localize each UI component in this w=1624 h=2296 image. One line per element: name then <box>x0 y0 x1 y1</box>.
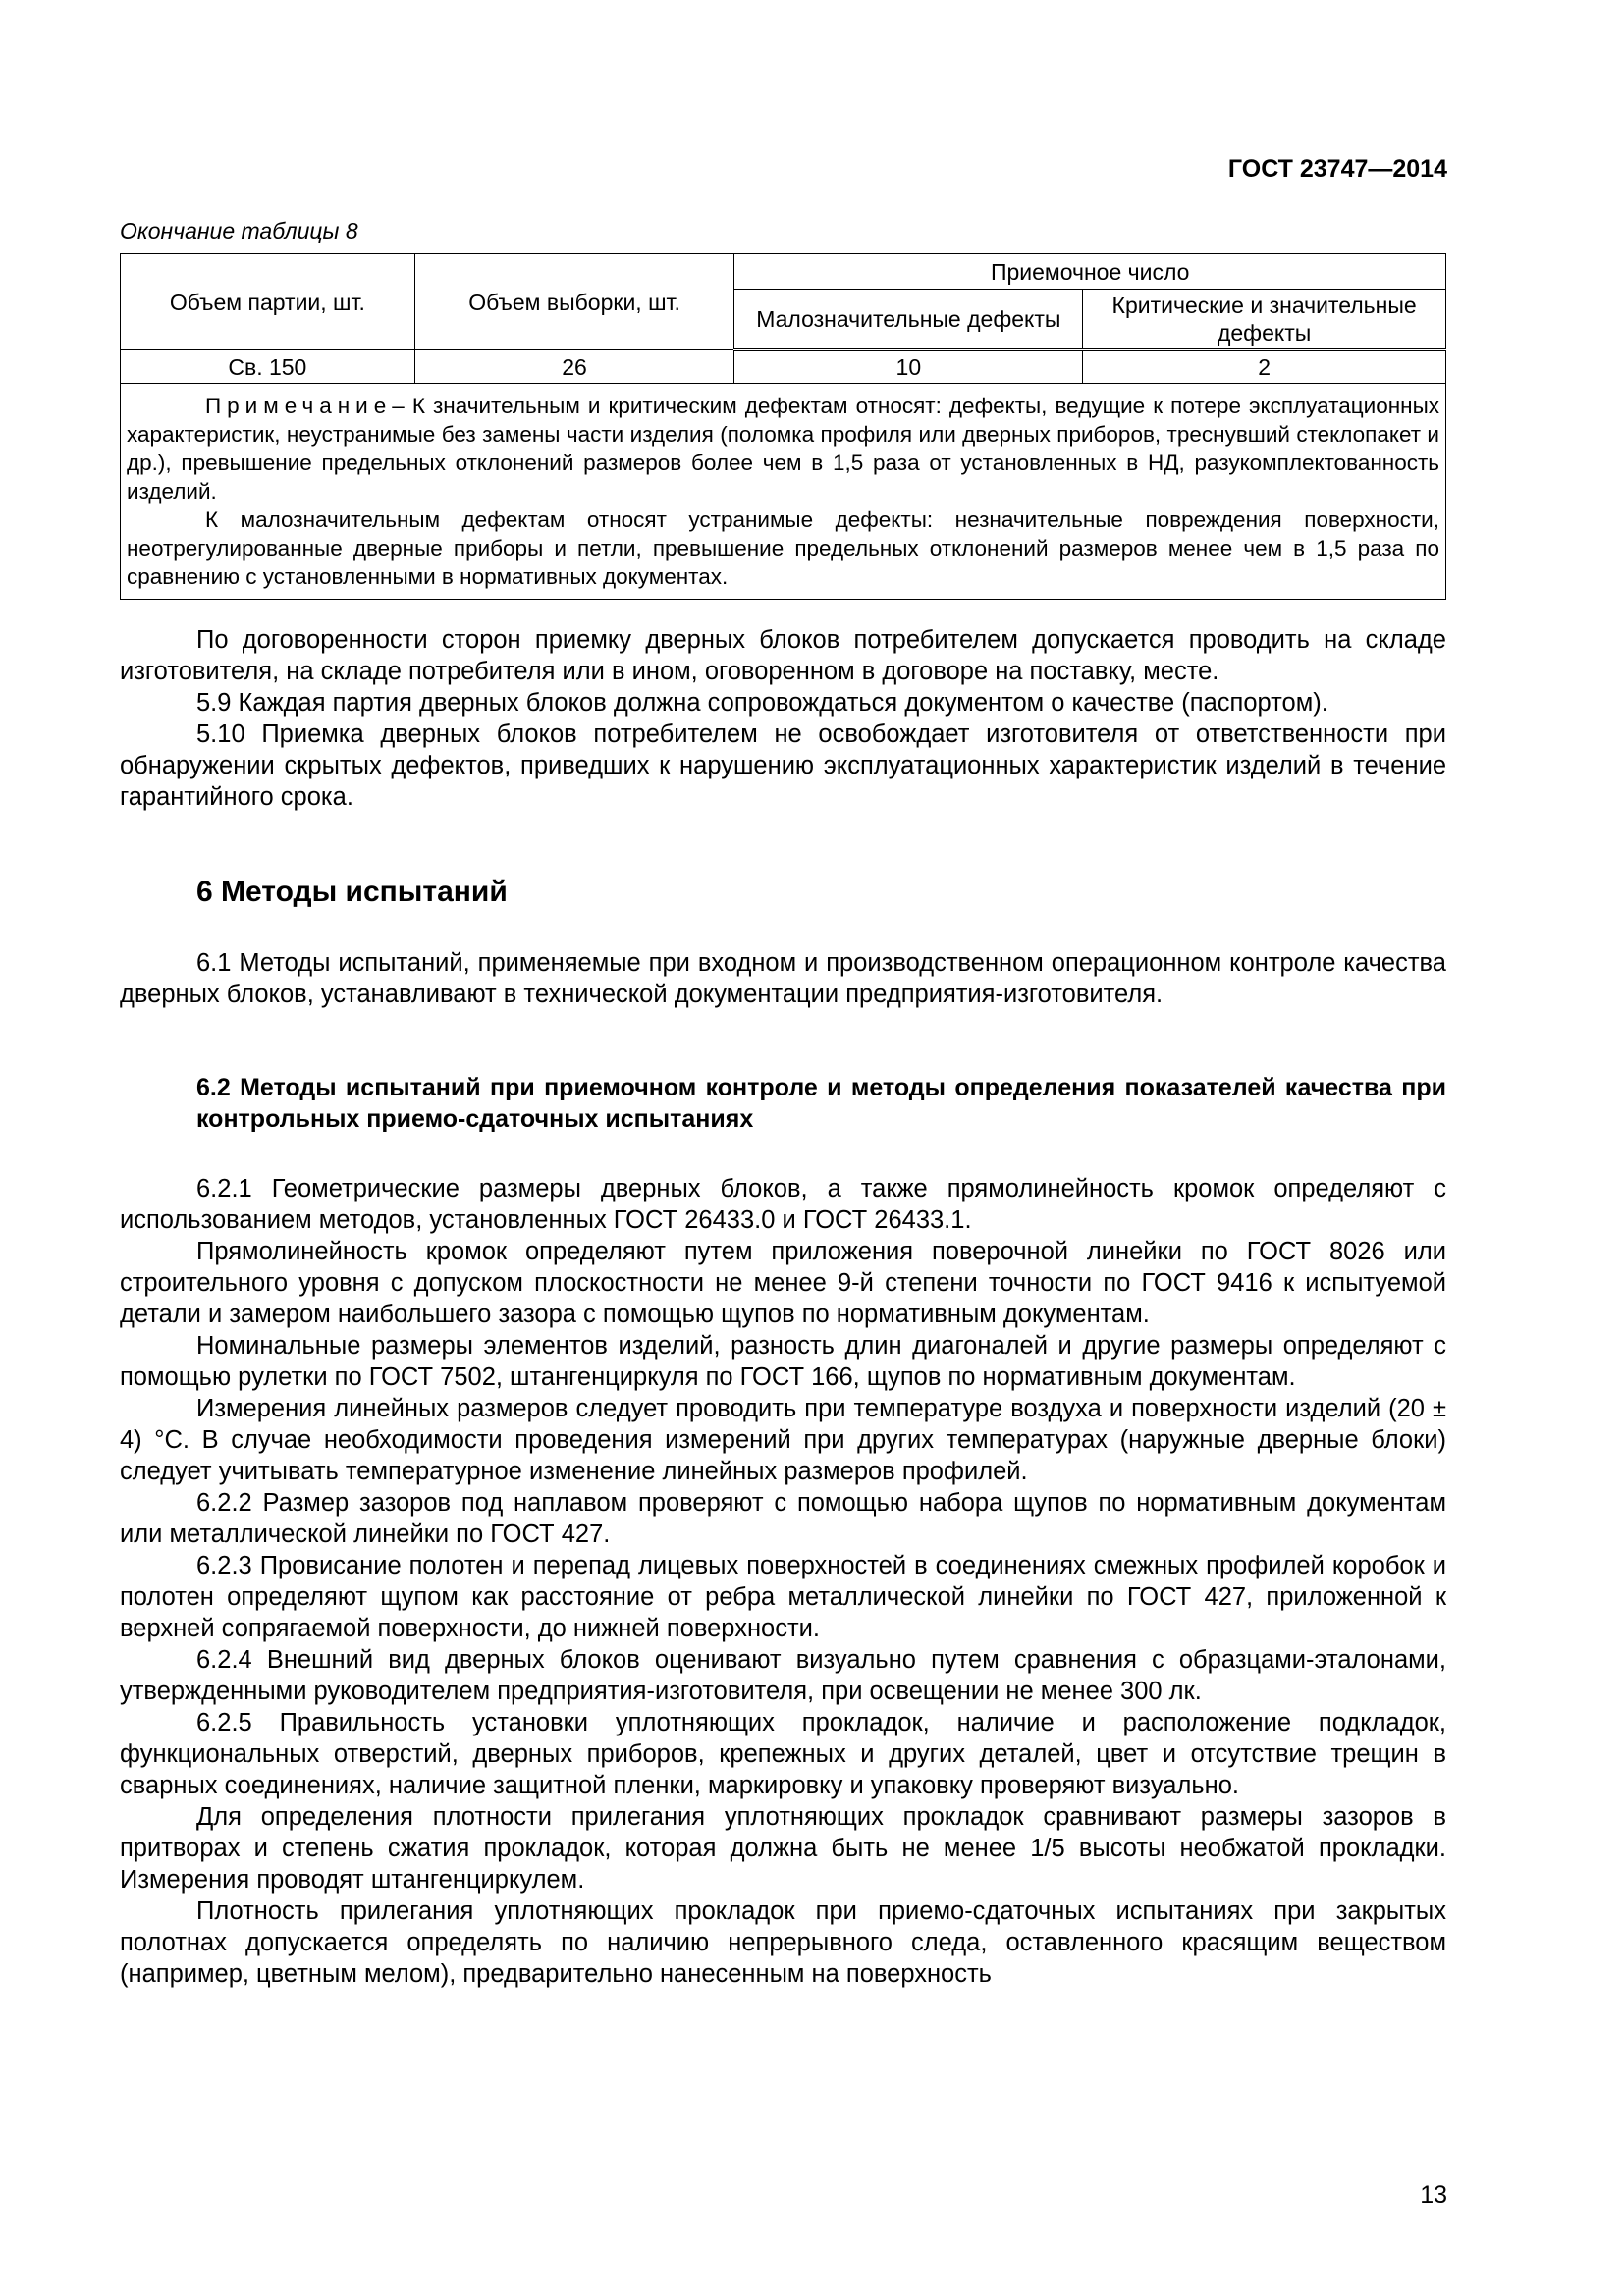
header-minor-defects: Малозначительные дефекты <box>734 290 1083 350</box>
note-label: Примечание <box>205 394 393 418</box>
table-row <box>121 350 1446 384</box>
paragraph: 6.2.4 Внешний вид дверных блоков оценивают визуально путем сравнения с образцами-эталонами, утвержденными руководителем предприятия-изготовителя, при освещении не менее 300 лк. <box>120 1646 1446 1705</box>
cell-critical: 2 <box>1083 350 1446 384</box>
note-paragraph-1: Примечание– К значительным и критическим дефектам относят: дефекты, ведущие к потере эксплуатационных характеристик, неустранимые без замены части изделия (поломка профиля или дверных приборов, треснувший стеклопакет и др.), превышение предельных отклонений размеров более чем в 1,5 раза от установленных в НД, разукомплектованность изделий. <box>127 394 1439 504</box>
text-block-top <box>120 624 1446 813</box>
paragraph: 5.10 Приемка дверных блоков потребителем не освобождает изготовителя от ответственности при обнаружении скрытых дефектов, приведших к нарушению эксплуатационных характеристик изделий в течение гарантийного срока. <box>120 721 1446 811</box>
text-block-bottom <box>120 1173 1446 1990</box>
section-heading-6: 6 Методы испытаний <box>196 876 508 908</box>
cell-lot: Св. 150 <box>121 350 415 384</box>
page-number: 13 <box>1420 2181 1447 2209</box>
paragraph-6-1: 6.1 Методы испытаний, применяемые при входном и производственном операционном контроле качества дверных блоков, устанавливают в технической документации предприятия-изготовителя. <box>120 949 1446 1008</box>
header-critical-defects: Критические и значительные дефекты <box>1083 290 1446 350</box>
paragraph: 6.2.1 Геометрические размеры дверных блоков, а также прямолинейность кромок определяют с использованием методов, установленных ГОСТ 26433.0 и ГОСТ 26433.1. <box>120 1175 1446 1234</box>
cell-minor: 10 <box>734 350 1083 384</box>
header-sample-size: Объем выборки, шт. <box>414 254 734 350</box>
text-block-6-1 <box>120 947 1446 1010</box>
paragraph: Измерения линейных размеров следует проводить при температуре воздуха и поверхности изделий (20 ± 4) °С. В случае необходимости проведения измерений при других температурах (наружные дверные блоки) следует учитывать температурное изменение линейных размеров профилей. <box>120 1395 1446 1485</box>
paragraph: Плотность прилегания уплотняющих прокладок при приемо-сдаточных испытаниях при закрытых полотнах допускается определять по наличию непрерывного следа, оставленного красящим веществом (например, цветным мелом), предварительно нанесенным на поверхность <box>120 1897 1446 1988</box>
paragraph: Номинальные размеры элементов изделий, разность длин диагоналей и другие размеры определяют с помощью рулетки по ГОСТ 7502, штангенциркуля по ГОСТ 166, щупов по нормативным документам. <box>120 1332 1446 1391</box>
paragraph: 6.2.3 Провисание полотен и перепад лицевых поверхностей в соединениях смежных профилей коробок и полотен определяют щупом как расстояние от ребра металлической линейки по ГОСТ 427, приложенной к верхней сопрягаемой поверхности, до нижней поверхности. <box>120 1552 1446 1642</box>
table-note <box>121 384 1446 600</box>
paragraph: 5.9 Каждая партия дверных блоков должна сопровождаться документом о качестве (паспортом). <box>196 689 1328 717</box>
note-paragraph-2: К малозначительным дефектам относят устранимые дефекты: незначительные повреждения поверхности, неотрегулированные дверные приборы и петли, превышение предельных отклонений размеров менее чем в 1,5 раза по сравнению с установленными в нормативных документах. <box>127 507 1439 589</box>
standard-designation: ГОСТ 23747—2014 <box>1227 155 1447 183</box>
header-acceptance-number: Приемочное число <box>734 254 1446 290</box>
paragraph: Для определения плотности прилегания уплотняющих прокладок сравнивают размеры зазоров в притворах и степень сжатия прокладок, которая должна быть не менее 1/5 высоты необжатой прокладки. Измерения проводят штангенциркулем. <box>120 1803 1446 1894</box>
paragraph: По договоренности сторон приемку дверных блоков потребителем допускается проводить на складе изготовителя, на складе потребителя или в ином, оговоренном в договоре на поставку, месте. <box>120 626 1446 685</box>
header-lot-size: Объем партии, шт. <box>121 254 415 350</box>
paragraph: 6.2.5 Правильность установки уплотняющих прокладок, наличие и расположение подкладок, функциональных отверстий, дверных приборов, крепежных и других деталей, цвет и отсутствие трещин в сварных соединениях, наличие защитной пленки, маркировку и упаковку проверяют визуально. <box>120 1709 1446 1799</box>
acceptance-table <box>120 253 1446 600</box>
table-caption: Окончание таблицы 8 <box>120 218 358 243</box>
paragraph: Прямолинейность кромок определяют путем приложения поверочной линейки по ГОСТ 8026 или строительного уровня с допуском плоскостности не менее 9-й степени точности по ГОСТ 9416 к испытуемой детали и замером наибольшего зазора с помощью щупов по нормативным документам. <box>120 1238 1446 1328</box>
cell-sample: 26 <box>414 350 734 384</box>
subsection-heading-6-2: 6.2 Методы испытаний при приемочном контроле и методы определения показателей качества при контрольных приемо-сдаточных испытаниях <box>196 1074 1446 1133</box>
paragraph: 6.2.2 Размер зазоров под наплавом проверяют с помощью набора щупов по нормативным документам или металлической линейки по ГОСТ 427. <box>120 1489 1446 1548</box>
